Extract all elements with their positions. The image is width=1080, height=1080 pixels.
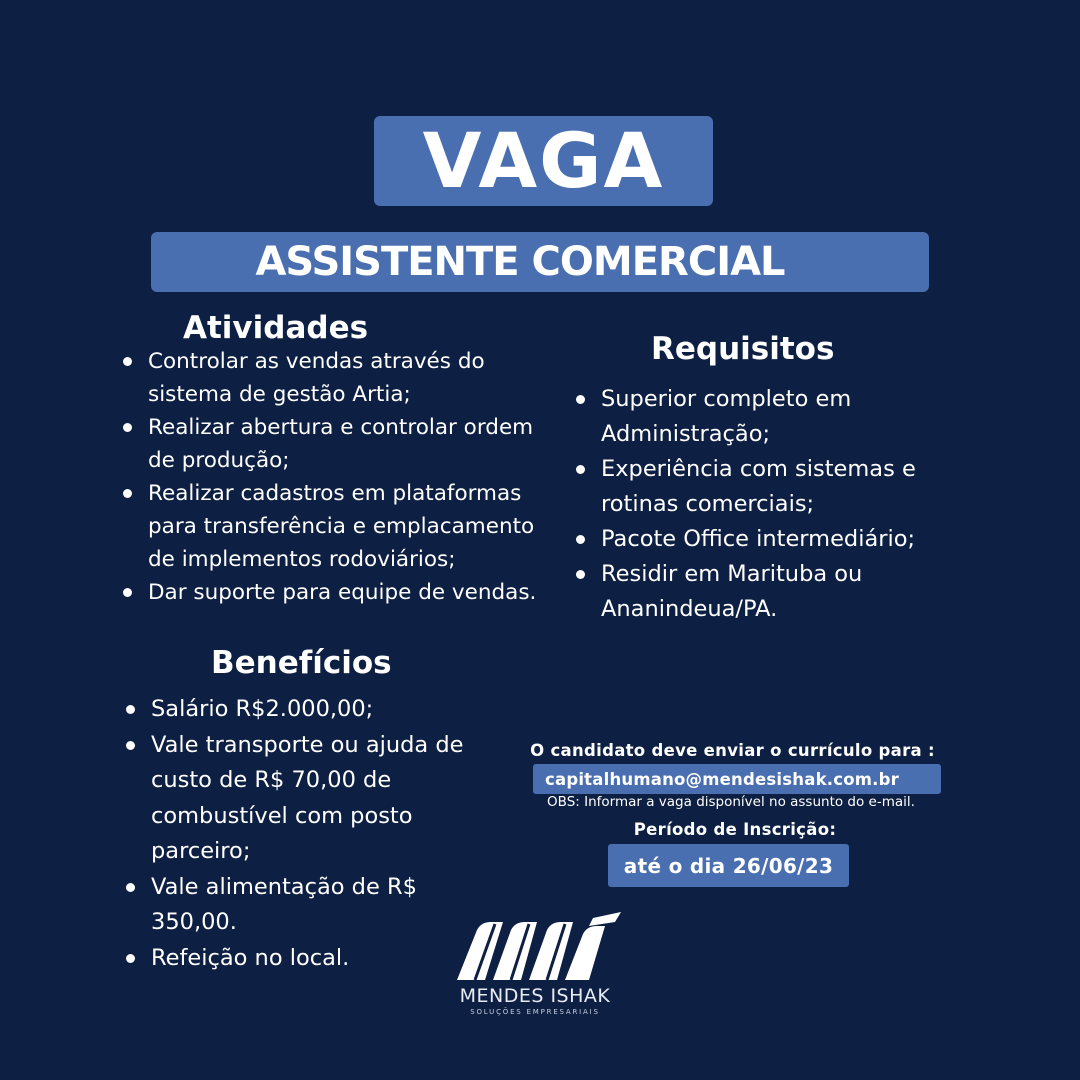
obs-note: OBS: Informar a vaga disponível no assunto do e-mail. [547,794,915,810]
periodo-label: Período de Inscrição: [633,820,837,839]
requisitos-title: Requisitos [651,331,835,367]
job-title: ASSISTENTE COMERCIAL [255,239,785,285]
email-box[interactable] [533,764,941,794]
list-item: Residir em Marituba ou Ananindeua/PA. [574,557,954,627]
atividades-list [121,345,561,609]
beneficios-title: Benefícios [211,645,392,681]
list-item: Controlar as vendas através do sistema de gestão Artia; [121,345,561,411]
logo-name: MENDES ISHAK [459,985,611,1007]
vaga-label: VAGA [422,116,665,205]
periodo-value: até o dia 26/06/23 [623,853,834,878]
list-item: Refeição no local. [124,941,494,977]
list-item: Superior completo em Administração; [574,382,954,452]
list-item: Experiência com sistemas e rotinas comerciais; [574,452,954,522]
periodo-box [608,844,849,887]
list-item: Vale transporte ou ajuda de custo de R$ 70,00 de combustível com posto parceiro; [124,728,494,870]
list-item: Pacote Office intermediário; [574,522,954,557]
list-item: Realizar abertura e controlar ordem de produção; [121,411,561,477]
email-address[interactable]: capitalhumano@mendesishak.com.br [545,769,899,789]
requisitos-list [574,382,954,627]
job-title-banner [151,232,929,292]
list-item: Salário R$2.000,00; [124,692,494,728]
mi-logo-icon [455,912,623,982]
list-item: Realizar cadastros em plataformas para transferência e emplacamento de implementos rodoviários; [121,477,561,576]
list-item: Vale alimentação de R$ 350,00. [124,870,494,941]
cta-text: O candidato deve enviar o currículo para : [530,741,935,760]
vaga-badge [374,116,713,206]
list-item: Dar suporte para equipe de vendas. [121,576,561,609]
atividades-title: Atividades [183,310,369,346]
beneficios-list [124,692,494,976]
logo-tagline: SOLUÇÕES EMPRESARIAIS [470,1008,600,1016]
